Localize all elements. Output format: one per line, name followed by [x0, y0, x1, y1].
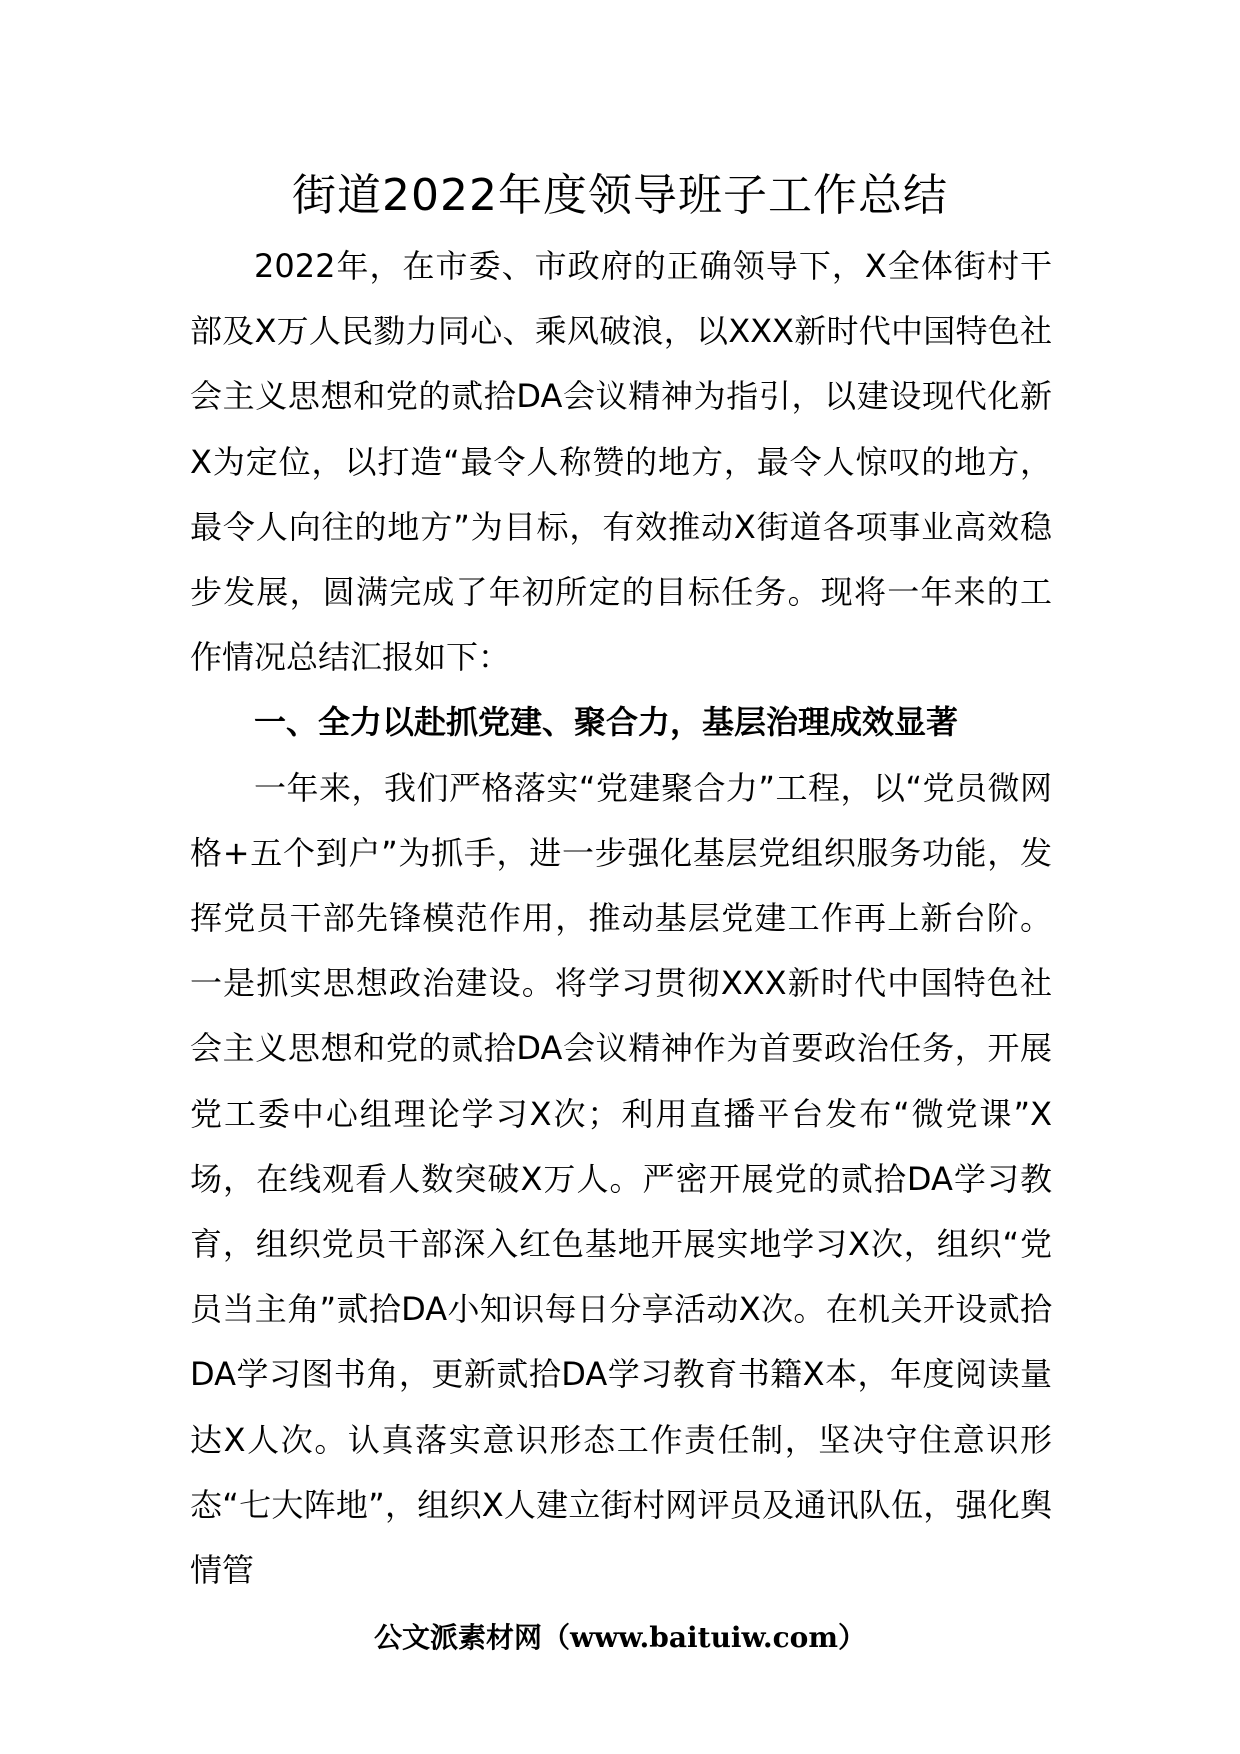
body-paragraph: 一年来，我们严格落实“党建聚合力”工程，以“党员微网格+五个到户”为抓手，进一步强化基层党组织服务功能，发挥党员干部先锋模范作用，推动基层党建工作再上新台阶。一是抓实思想政治建设。将学习贯彻XXX新时代中国特色社会主义思想和党的贰拾DA会议精神作为首要政治任务，开展党工委中心组理论学习X次；利用直播平台发布“微党课”X场，在线观看人数突破X万人。严密开展党的贰拾DA学习教育，组织党员干部深入红色基地开展实地学习X次，组织“党员当主角”贰拾DA小知识每日分享活动X次。在机关开设贰拾DA学习图书角，更新贰拾DA学习教育书籍X本，年度阅读量达X人次。认真落实意识形态工作责任制，坚决守住意识形态“七大阵地”，组织X人建立街村网评员及通讯队伍，强化舆情管 [190, 768, 1052, 1590]
document-body [190, 234, 1052, 1603]
document-title: 街道2022年度领导班子工作总结 [292, 170, 948, 221]
section-heading: 一、全力以赴抓党建、聚合力，基层治理成效显著 [254, 703, 959, 742]
footer-watermark: 公文派素材网（www.baituiw.com） [374, 1621, 866, 1654]
intro-paragraph: 2022年，在市委、市政府的正确领导下，X全体街村干部及X万人民勠力同心、乘风破浪，以XXX新时代中国特色社会主义思想和党的贰拾DA会议精神为指引，以建设现代化新X为定位，以打造“最令人称赞的地方，最令人惊叹的地方，最令人向往的地方”为目标，有效推动X街道各项事业高效稳步发展，圆满完成了年初所定的目标任务。现将一年来的工作情况总结汇报如下： [190, 247, 1052, 677]
